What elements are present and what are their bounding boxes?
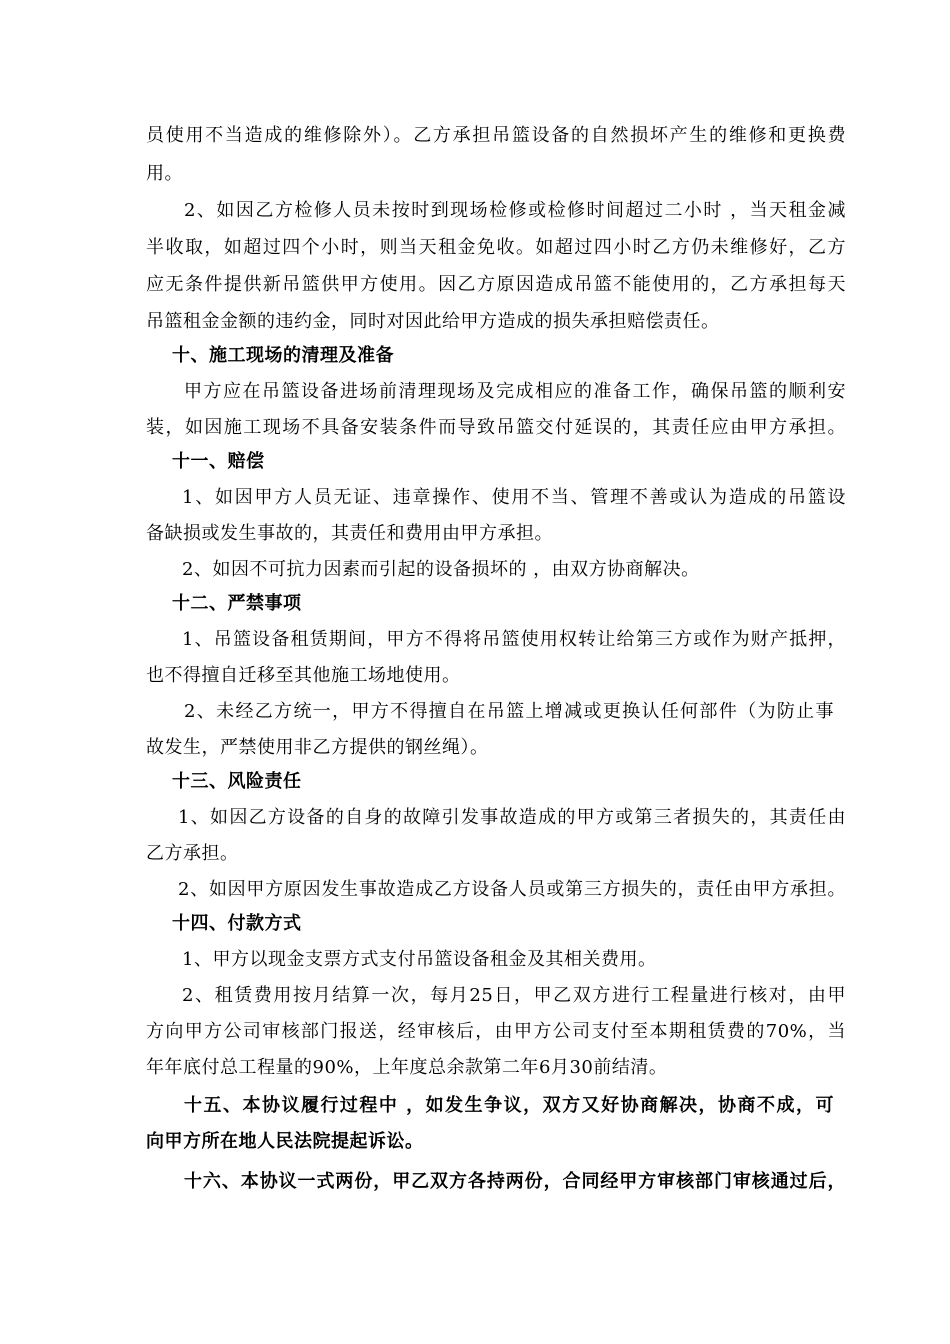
paragraph-line: 2、租赁费用按月结算一次，每月25日，甲乙双方进行工程量进行核对，由甲 [182, 985, 846, 1006]
paragraph-line: 2、如因不可抗力因素而引起的设备损坏的 ，由双方协商解决。 [182, 559, 700, 580]
paragraph-line: 向甲方所在地人民法院提起诉讼。 [146, 1131, 424, 1152]
paragraph-line: 1、吊篮设备租赁期间，甲方不得将吊篮使用权转让给第三方或作为财产抵押， [182, 629, 846, 650]
section-heading-13: 十三、风险责任 [172, 771, 302, 792]
paragraph-line: 备缺损或发生事故的，其责任和费用由甲方承担。 [146, 523, 553, 544]
paragraph-line: 用。 [146, 163, 183, 184]
section-heading-12: 十二、严禁事项 [172, 593, 302, 614]
paragraph-line: 1、甲方以现金支票方式支付吊篮设备租金及其相关费用。 [182, 949, 657, 970]
paragraph-line: 1、如因甲方人员无证、违章操作、使用不当、管理不善或认为造成的吊篮设 [182, 487, 846, 508]
section-heading-15: 十五、本协议履行过程中 ，如发生争议，双方又好协商解决，协商不成，可 [184, 1095, 834, 1116]
section-heading-14: 十四、付款方式 [172, 913, 302, 934]
paragraph-line: 也不得擅自迁移至其他施工场地使用。 [146, 665, 461, 686]
paragraph-line: 年年底付总工程量的90%，上年度总余款第二年6月30前结清。 [146, 1057, 668, 1078]
paragraph-line: 2、如因乙方检修人员未按时到现场检修或检修时间超过二小时 ，当天租金减 [184, 200, 846, 221]
section-heading-10: 十、施工现场的清理及准备 [172, 345, 394, 366]
paragraph-line: 甲方应在吊篮设备进场前清理现场及完成相应的准备工作，确保吊篮的顺利安 [184, 381, 846, 402]
paragraph-line: 半收取，如超过四个小时，则当天租金免收。如超过四小时乙方仍未维修好，乙方 [146, 237, 846, 258]
paragraph-line: 2、未经乙方统一，甲方不得擅自在吊篮上增减或更换认任何部件（为防止事 [184, 701, 834, 722]
paragraph-line: 故发生，严禁使用非乙方提供的钢丝绳）。 [146, 737, 489, 758]
paragraph-line: 应无条件提供新吊篮供甲方使用。因乙方原因造成吊篮不能使用的，乙方承担每天 [146, 274, 846, 295]
paragraph-line: 吊篮租金金额的违约金，同时对因此给甲方造成的损失承担赔偿责任。 [146, 311, 720, 332]
paragraph-line: 员使用不当造成的维修除外）。乙方承担吊篮设备的自然损坏产生的维修和更换费 [146, 125, 846, 146]
paragraph-line: 2、如因甲方原因发生事故造成乙方设备人员或第三方损失的，责任由甲方承担。 [178, 879, 846, 900]
paragraph-line: 方向甲方公司审核部门报送，经审核后，由甲方公司支付至本期租赁费的70%，当 [146, 1021, 846, 1042]
section-heading-11: 十一、赔偿 [172, 451, 265, 472]
section-heading-16: 十六、本协议一式两份，甲乙双方各持两份，合同经甲方审核部门审核通过后， [184, 1171, 846, 1192]
paragraph-line: 1、如因乙方设备的自身的故障引发事故造成的甲方或第三者损失的，其责任由 [178, 807, 846, 828]
paragraph-line: 装，如因施工现场不具备安装条件而导致吊篮交付延误的，其责任应由甲方承担。 [146, 417, 846, 438]
paragraph-line: 乙方承担。 [146, 843, 239, 864]
